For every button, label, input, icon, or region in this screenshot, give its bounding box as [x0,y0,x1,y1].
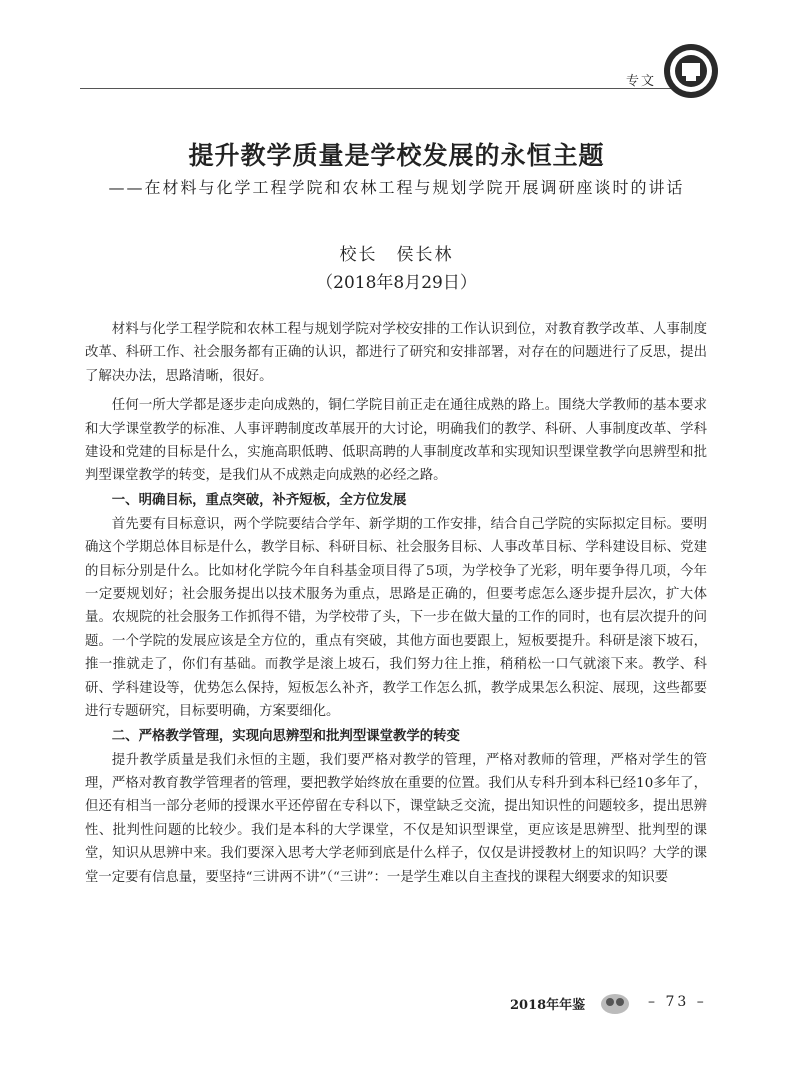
article-date: （2018年8月29日） [316,273,477,293]
article-subtitle: ——在材料与化学工程学院和农林工程与规划学院开展调研座谈时的讲话 [108,178,685,197]
article-author: 校长 侯长林 [339,245,454,265]
university-seal-logo [662,42,720,100]
yearbook-logo [598,990,632,1016]
section-heading: 一、明确目标，重点突破，补齐短板，全方位发展 [111,492,407,508]
yearbook-label: 2018年年鉴 [510,998,586,1013]
page-number: – 73 – [648,994,707,1010]
paragraph: 提升教学质量是我们永恒的主题，我们要严格对教学的管理，严格对教师的管理，严格对学生的管理，严格对教育教学管理者的管理，要把教学始终放在重要的位置。我们从专科升到本科已经10多年了，但还有相当一部分老师的授课水平还停留在专科以下，课堂缺乏交流，提出知识性的问题较多，提出思辨性、批判性问题的比较少。我们是本科的大学课堂，不仅是知识型课堂，更应该是思辨型、批判型的课堂，知识从思辨中来。我们要深入思考大学老师到底是什么样子，仅仅是讲授教材上的知识吗？大学的课堂一定要有信息量，要坚持“三讲两不讲”（“三讲”：一是学生难以自主查找的课程大纲要求的知识要 [85,752,707,885]
article-title: 提升教学质量是学校发展的永恒主题 [188,141,605,170]
page-footer [498,988,708,1020]
section-tag: 专文 [626,74,657,89]
section-heading: 二、严格教学管理，实现向思辨型和批判型课堂教学的转变 [111,728,460,744]
paragraph: 材料与化学工程学院和农林工程与规划学院对学校安排的工作认识到位，对教育教学改革、人事制度改革、科研工作、社会服务都有正确的认识，都进行了研究和安排部署，对存在的问题进行了反思，提出了解决办法，思路清晰，很好。 [85,322,707,384]
paragraph: 任何一所大学都是逐步走向成熟的，铜仁学院目前正走在通往成熟的路上。围绕大学教师的基本要求和大学课堂教学的标准、人事评聘制度改革展开的大讨论，明确我们的教学、科研、人事制度改革、学科建设和党建的目标是什么，实施高职低聘、低职高聘的人事制度改革和实现知识型课堂教学向思辨型和批判型课堂教学的转变，是我们从不成熟走向成熟的必经之路。 [85,398,707,484]
paragraph: 首先要有目标意识，两个学院要结合学年、新学期的工作安排，结合自己学院的实际拟定目标。要明确这个学期总体目标是什么，教学目标、科研目标、社会服务目标、人事改革目标、学科建设目标、党建的目标分别是什么。比如材化学院今年自科基金项目得了5项，为学校争了光彩，明年要争得几项，今年一定要规划好；社会服务提出以技术服务为重点，思路是正确的，但要考虑怎么逐步提升层次，扩大体量。农规院的社会服务工作抓得不错，为学校带了头，下一步在做大量的工作的同时，也有层次提升的问题。一个学院的发展应该是全方位的，重点有突破，其他方面也要跟上，短板要提升。科研是滚下坡石，推一推就走了，你们有基础。而教学是滚上坡石，我们努力往上推，稍稍松一口气就滚下来。教学、科研、学科建设等，优势怎么保持，短板怎么补齐，教学工作怎么抓，教学成果怎么积淀、展现，这些都要进行专题研究，目标要明确，方案要细化。 [85,516,707,720]
article-body [85,318,707,889]
header-rule [80,88,680,89]
